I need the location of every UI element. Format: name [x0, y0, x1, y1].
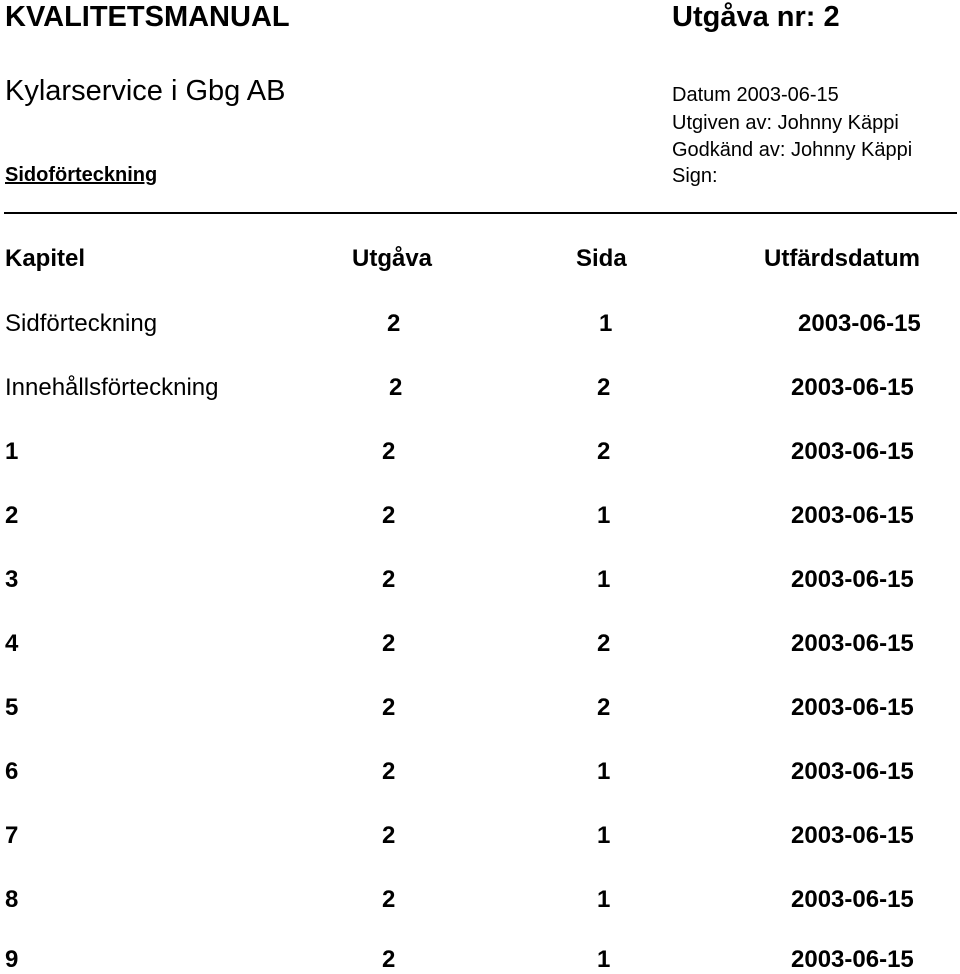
row-utgava: 2	[382, 630, 396, 657]
row-utgava: 2	[382, 758, 396, 785]
issued-by: Utgiven av: Johnny Käppi	[672, 112, 899, 134]
row-kapitel: 6	[5, 758, 19, 785]
row-kapitel: 7	[5, 822, 19, 849]
row-sida: 1	[597, 886, 611, 913]
column-header-sida: Sida	[576, 245, 627, 272]
row-kapitel: 2	[5, 502, 19, 529]
column-header-utfardsdatum: Utfärdsdatum	[764, 245, 921, 272]
row-datum: 2003-06-15	[791, 758, 914, 785]
row-sida: 1	[597, 758, 611, 785]
row-datum: 2003-06-15	[791, 438, 914, 465]
row-datum: 2003-06-15	[791, 630, 914, 657]
row-kapitel: 8	[5, 886, 19, 913]
row-sida: 1	[597, 946, 611, 973]
row-utgava: 2	[382, 946, 396, 973]
sign-label: Sign:	[672, 165, 718, 187]
row-utgava: 2	[382, 822, 396, 849]
row-kapitel: Innehållsförteckning	[5, 374, 219, 401]
row-sida: 2	[597, 694, 611, 721]
row-sida: 2	[597, 374, 611, 401]
row-kapitel: 1	[5, 438, 19, 465]
approved-by: Godkänd av: Johnny Käppi	[672, 139, 913, 161]
row-datum: 2003-06-15	[791, 694, 914, 721]
row-datum: 2003-06-15	[791, 946, 914, 973]
row-datum: 2003-06-15	[791, 374, 914, 401]
row-datum: 2003-06-15	[791, 502, 914, 529]
row-datum: 2003-06-15	[791, 566, 914, 593]
company-name: Kylarservice i Gbg AB	[5, 75, 286, 107]
section-title: Sidoförteckning	[5, 164, 158, 186]
column-header-kapitel: Kapitel	[5, 245, 86, 272]
row-datum: 2003-06-15	[798, 310, 921, 337]
row-sida: 1	[597, 566, 611, 593]
row-utgava: 2	[382, 438, 396, 465]
row-utgava: 2	[387, 310, 401, 337]
row-utgava: 2	[382, 694, 396, 721]
document-title: KVALITETSMANUAL	[5, 1, 290, 33]
row-utgava: 2	[382, 566, 396, 593]
row-kapitel: 3	[5, 566, 19, 593]
column-header-utgava: Utgåva	[352, 245, 433, 272]
row-kapitel: Sidförteckning	[5, 310, 158, 337]
row-kapitel: 4	[5, 630, 19, 657]
row-sida: 1	[597, 822, 611, 849]
row-utgava: 2	[382, 502, 396, 529]
row-datum: 2003-06-15	[791, 822, 914, 849]
edition-number: Utgåva nr: 2	[672, 1, 840, 33]
row-utgava: 2	[382, 886, 396, 913]
row-utgava: 2	[389, 374, 403, 401]
row-kapitel: 9	[5, 946, 19, 973]
row-sida: 2	[597, 630, 611, 657]
issue-date: Datum 2003-06-15	[672, 84, 839, 106]
row-sida: 1	[599, 310, 613, 337]
row-sida: 2	[597, 438, 611, 465]
row-sida: 1	[597, 502, 611, 529]
row-datum: 2003-06-15	[791, 886, 914, 913]
row-kapitel: 5	[5, 694, 19, 721]
